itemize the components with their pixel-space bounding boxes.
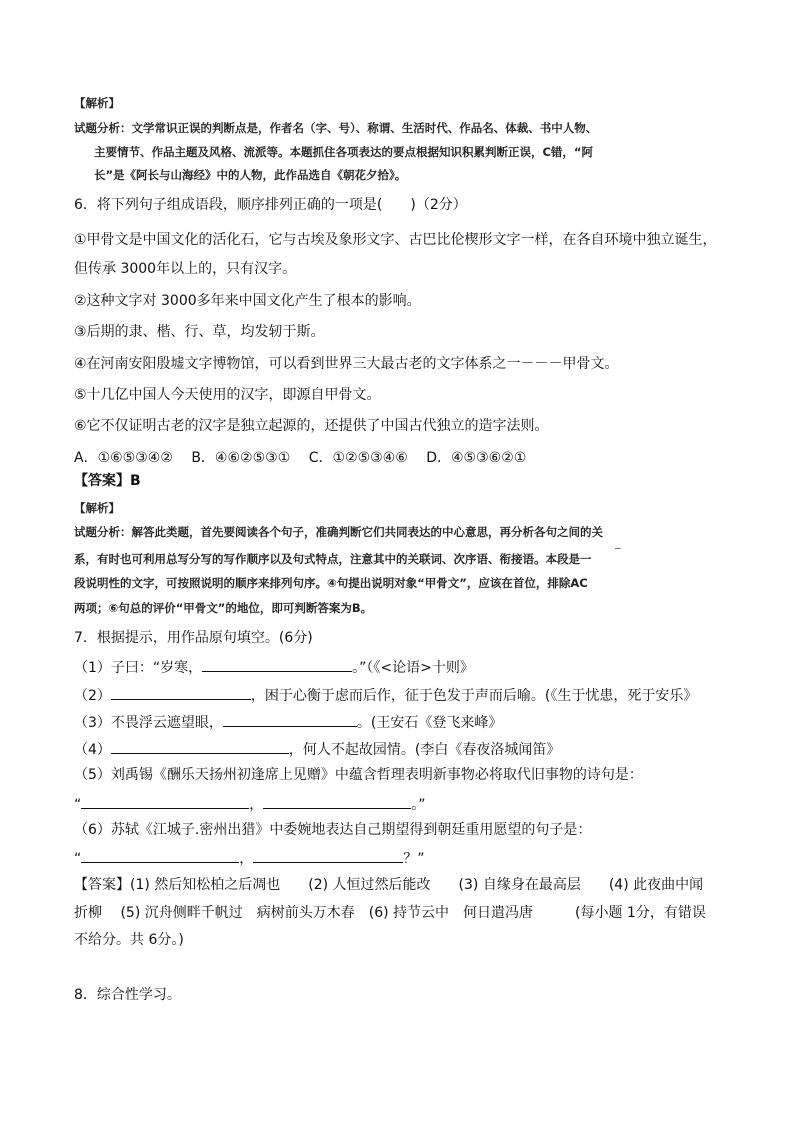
q6-sentence-1a: ①甲骨文是中国文化的活化石，它与古埃及象形文字、古巴比伦楔形文字一样，在各自环境中独立诞生，	[74, 232, 717, 248]
fill-blank[interactable]	[263, 796, 411, 809]
q7-stem: 7．根据提示，用作品原句填空。(6分)	[74, 630, 313, 646]
q7-item-3	[74, 714, 502, 730]
q7-item-6: （6）苏轼《江城子.密州出猎》中委婉地表达自己期望得到朝廷重用愿望的句子是：	[74, 822, 592, 838]
fill-blank[interactable]	[81, 796, 249, 809]
q6-analysis-line1: 试题分析：解答此类题，首先要阅读各个句子，准确判断它们共同表达的中心意思，再分析各句之间的关	[74, 525, 603, 539]
separator: ，	[239, 851, 254, 867]
q7-item-1-pre: （1）子曰：“岁寒，	[74, 660, 203, 676]
q6-stem: 6．将下列句子组成语段，顺序排列正确的一项是( )（2分）	[74, 197, 467, 213]
fill-blank[interactable]	[253, 850, 403, 863]
q5-analysis-line1: 试题分析：文学常识正误的判断点是，作者名（字、号）、称谓、生活时代、作品名、体裁、书中人物、	[74, 121, 598, 135]
fill-blank[interactable]	[111, 741, 289, 754]
q7-item-4-pre: （4）	[74, 742, 111, 758]
q7-answer-line1: 【答案】(1) 然后知松柏之后凋也 (2) 人恒过然后能改 (3) 自缘身在最高层 (4) 此夜曲中闻	[74, 877, 704, 893]
fill-blank[interactable]	[223, 714, 357, 727]
q6-analysis-heading: 【解析】	[74, 501, 120, 515]
q6-sentence-2: ②这种文字对 3000多年来中国文化产生了根本的影响。	[74, 293, 421, 309]
q7-item-2	[74, 687, 697, 703]
q7-item-1	[74, 659, 474, 675]
q7-item-5-blanks	[74, 796, 426, 812]
q6-sentence-5: ⑤十几亿中国人今天使用的汉字，即源自甲骨文。	[74, 387, 381, 403]
q7-answer-line3: 不给分。共 6分。)	[74, 932, 184, 948]
q7-item-3-post: 。(王安石《登飞来峰》	[356, 715, 503, 731]
q7-item-3-pre: （3）不畏浮云遮望眼，	[74, 715, 223, 731]
close-quote: 。”	[411, 797, 426, 813]
q7-item-1-post: 。”（《<论语>十则》	[352, 660, 474, 676]
q5-analysis-line2: 主要情节、作品主题及风格、流派等。本题抓住各项表达的要点根据知识积累判断正误，C错，“阿	[94, 145, 593, 159]
fill-blank[interactable]	[202, 659, 352, 672]
q7-item-4	[74, 741, 560, 757]
q6-options: A．①⑥⑤③④② B．④⑥②⑤③① C．①②⑤③④⑥ D．④⑤③⑥②①	[74, 450, 527, 466]
open-quote: “	[74, 851, 82, 867]
fill-blank[interactable]	[81, 850, 239, 863]
q6-sentence-6: ⑥它不仅证明古老的汉字是独立起源的，还提供了中国古代独立的造字法则。	[74, 418, 549, 434]
close-quote: ？”	[403, 851, 425, 867]
q7-item-4-post: ，何人不起故园情。(李白《春夜洛城闻笛》	[288, 742, 561, 758]
fill-blank[interactable]	[111, 687, 251, 700]
q6-sentence-1b: 但传承 3000年以上的，只有汉字。	[74, 261, 297, 277]
q6-sentence-4: ④在河南安阳殷墟文字博物馆，可以看到世界三大最古老的文字体系之一－－－甲骨文。	[74, 356, 619, 372]
q6-analysis-line4: 两项；⑥句总的评价“甲骨文”的地位，即可判断答案为B。	[74, 601, 373, 615]
q6-answer: 【答案】B	[74, 473, 141, 489]
q7-item-6-blanks	[74, 850, 425, 866]
q8-stem: 8．综合性学习。	[74, 987, 181, 1003]
q6-sentence-3: ③后期的隶、楷、行、草，均发轫于斯。	[74, 324, 325, 340]
q7-item-2-pre: （2）	[74, 688, 111, 704]
q6-analysis-line2: 系，有时也可利用总写分写的写作顺序以及句式特点，注意其中的关联词、次序语、衔接语。本段是一	[74, 552, 592, 566]
q5-analysis-line3: 长”是《阿长与山海经》中的人物，此作品选自《朝花夕拾》。	[94, 168, 407, 182]
open-quote: “	[74, 797, 82, 813]
q7-item-5: （5）刘禹锡《酬乐天扬州初逢席上见赠》中蕴含哲理表明新事物必将取代旧事物的诗句是：	[74, 767, 643, 783]
q7-answer-line2: 折柳 (5) 沉舟侧畔千帆过 病树前头万木春 (6) 持节云中 何日遣冯唐 (每小题 1分，有错误	[74, 905, 706, 921]
q6-analysis-line3: 段说明性的文字，可按照说明的顺序来排列句序。④句提出说明对象“甲骨文”，应该在首位，排除AC	[74, 576, 588, 590]
q7-item-2-post: ，困于心衡于虑而后作，征于色发于声而后喻。(《生于忧患，死于安乐》	[250, 688, 698, 704]
q5-analysis-heading: 【解析】	[74, 96, 120, 110]
separator: ，	[249, 797, 264, 813]
stray-mark: ‾	[615, 546, 621, 559]
